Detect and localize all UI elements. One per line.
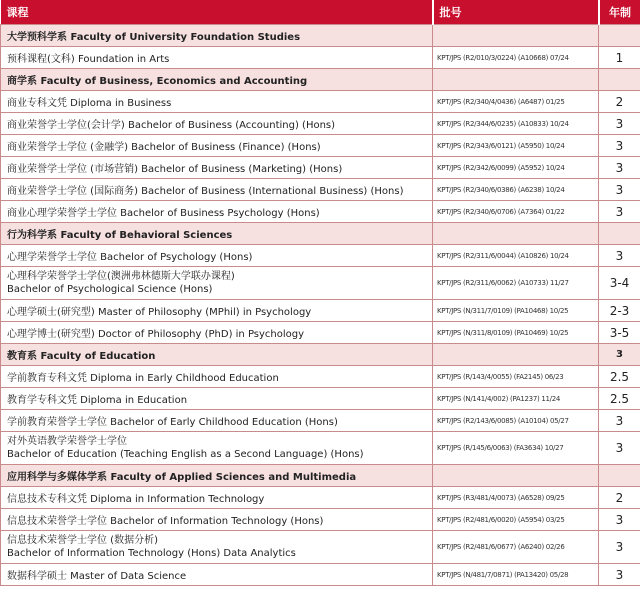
course-name: 学前教育专科文凭 Diploma in Early Childhood Education (1, 366, 433, 388)
table-row (1, 267, 640, 300)
approval-code: KPT/JPS (N/311/8/0109) (PA10469) 10/25 (433, 322, 599, 344)
approval-code: KPT/JPS (R2/340/4/0436) (A6487) 01/25 (433, 91, 599, 113)
duration-years (599, 465, 640, 487)
section-row (1, 344, 640, 366)
approval-code (433, 223, 599, 245)
approval-code: KPT/JPS (R2/311/6/0044) (A10826) 10/24 (433, 245, 599, 267)
table-row (1, 531, 640, 564)
course-name: 商业专科文凭 Diploma in Business (1, 91, 433, 113)
course-name: 心理学博士(研究型) Doctor of Philosophy (PhD) in Psychology (1, 322, 433, 344)
approval-code (433, 344, 599, 366)
duration-years: 3-5 (599, 322, 640, 344)
course-name: 学前教育荣誉学士学位 Bachelor of Early Childhood Education (Hons) (1, 410, 433, 432)
table-header (1, 0, 640, 25)
course-name: 商业荣誉学士学位(会计学) Bachelor of Business (Accounting) (Hons) (1, 113, 433, 135)
duration-years (599, 69, 640, 91)
course-name-zh: 对外英语教学荣誉学士学位 (7, 436, 127, 447)
duration-years: 2 (599, 487, 640, 509)
course-name (1, 432, 433, 465)
course-name: 商业心理学荣誉学士学位 Bachelor of Business Psychology (Hons) (1, 201, 433, 223)
table-row (1, 245, 640, 267)
approval-code: KPT/JPS (R2/340/6/0386) (A6238) 10/24 (433, 179, 599, 201)
duration-years (599, 25, 640, 47)
duration-years: 3 (599, 344, 640, 366)
approval-code: KPT/JPS (R3/481/4/0073) (A6528) 09/25 (433, 487, 599, 509)
duration-years: 3 (599, 179, 640, 201)
table-row (1, 91, 640, 113)
course-name: 数据科学硕士 Master of Data Science (1, 564, 433, 586)
duration-years: 3 (599, 201, 640, 223)
duration-years: 2.5 (599, 366, 640, 388)
course-name-en: Bachelor of Psychological Science (Hons) (7, 284, 213, 295)
course-name: 商业荣誉学士学位 (金融学) Bachelor of Business (Finance) (Hons) (1, 135, 433, 157)
approval-code (433, 25, 599, 47)
course-name (1, 267, 433, 300)
course-name-zh: 信息技术荣誉学士学位 (数据分析) (7, 535, 158, 546)
approval-code: KPT/JPS (R2/481/6/0020) (A5954) 03/25 (433, 509, 599, 531)
course-name-en: Bachelor of Education (Teaching English as a Second Language) (Hons) (7, 449, 364, 460)
approval-code: KPT/JPS (N/311/7/0109) (PA10468) 10/25 (433, 300, 599, 322)
header-course: 课程 (1, 0, 433, 25)
duration-years: 3-4 (599, 267, 640, 300)
section-row (1, 223, 640, 245)
course-name: 心理学荣誉学士学位 Bachelor of Psychology (Hons) (1, 245, 433, 267)
section-row (1, 465, 640, 487)
duration-years: 3 (599, 410, 640, 432)
duration-years: 2.5 (599, 388, 640, 410)
section-title: 行为科学系 Faculty of Behavioral Sciences (1, 223, 433, 245)
course-name: 心理学硕士(研究型) Master of Philosophy (MPhil) in Psychology (1, 300, 433, 322)
course-name: 商业荣誉学士学位 (市场营销) Bachelor of Business (Marketing) (Hons) (1, 157, 433, 179)
duration-years: 3 (599, 564, 640, 586)
course-name: 商业荣誉学士学位 (国际商务) Bachelor of Business (International Business) (Hons) (1, 179, 433, 201)
approval-code: KPT/JPS (R2/010/3/0224) (A10668) 07/24 (433, 47, 599, 69)
table-row (1, 179, 640, 201)
duration-years: 3 (599, 509, 640, 531)
approval-code (433, 69, 599, 91)
duration-years: 3 (599, 531, 640, 564)
approval-code: KPT/JPS (N/141/4/002) (PA1237) 11/24 (433, 388, 599, 410)
table-row (1, 509, 640, 531)
section-row (1, 69, 640, 91)
table-row (1, 366, 640, 388)
header-years: 年制 (599, 0, 640, 25)
duration-years: 2-3 (599, 300, 640, 322)
table-row (1, 113, 640, 135)
table-row (1, 487, 640, 509)
table-row (1, 564, 640, 586)
duration-years: 3 (599, 113, 640, 135)
table-row (1, 388, 640, 410)
approval-code: KPT/JPS (R2/343/6/0121) (A5950) 10/24 (433, 135, 599, 157)
header-code: 批号 (433, 0, 599, 25)
section-title: 商学系 Faculty of Business, Economics and Accounting (1, 69, 433, 91)
table-row (1, 47, 640, 69)
approval-code: KPT/JPS (R2/342/6/0099) (A5952) 10/24 (433, 157, 599, 179)
table-row (1, 135, 640, 157)
course-name-zh: 心理科学荣誉学士学位(澳洲弗林德斯大学联办课程) (7, 271, 235, 282)
approval-code (433, 465, 599, 487)
approval-code: KPT/JPS (R/143/4/0055) (FA2145) 06/23 (433, 366, 599, 388)
approval-code: KPT/JPS (R2/344/6/0235) (A10833) 10/24 (433, 113, 599, 135)
duration-years (599, 223, 640, 245)
section-title: 大学预科学系 Faculty of University Foundation Studies (1, 25, 433, 47)
course-name: 信息技术荣誉学士学位 Bachelor of Information Technology (Hons) (1, 509, 433, 531)
table-row (1, 201, 640, 223)
duration-years: 3 (599, 432, 640, 465)
table-body (1, 25, 640, 586)
course-name: 预科课程(文科) Foundation in Arts (1, 47, 433, 69)
approval-code: KPT/JPS (R2/143/6/0085) (A10104) 05/27 (433, 410, 599, 432)
approval-code: KPT/JPS (N/481/7/0871) (PA13420) 05/28 (433, 564, 599, 586)
approval-code: KPT/JPS (R2/340/6/0706) (A7364) 01/22 (433, 201, 599, 223)
duration-years: 3 (599, 135, 640, 157)
duration-years: 3 (599, 245, 640, 267)
duration-years: 1 (599, 47, 640, 69)
duration-years: 2 (599, 91, 640, 113)
course-name: 教育学专科文凭 Diploma in Education (1, 388, 433, 410)
section-title: 教育系 Faculty of Education (1, 344, 433, 366)
course-name (1, 531, 433, 564)
table-row (1, 300, 640, 322)
table-row (1, 322, 640, 344)
duration-years: 3 (599, 157, 640, 179)
approval-code: KPT/JPS (R/145/6/0063) (FA3634) 10/27 (433, 432, 599, 465)
course-name: 信息技术专科文凭 Diploma in Information Technology (1, 487, 433, 509)
table-row (1, 432, 640, 465)
approval-code: KPT/JPS (R2/311/6/0062) (A10733) 11/27 (433, 267, 599, 300)
table-row (1, 410, 640, 432)
section-row (1, 25, 640, 47)
section-title: 应用科学与多媒体学系 Faculty of Applied Sciences and Multimedia (1, 465, 433, 487)
table-row (1, 157, 640, 179)
course-name-en: Bachelor of Information Technology (Hons) Data Analytics (7, 548, 296, 559)
approval-code: KPT/JPS (R2/481/6/0677) (A6240) 02/26 (433, 531, 599, 564)
